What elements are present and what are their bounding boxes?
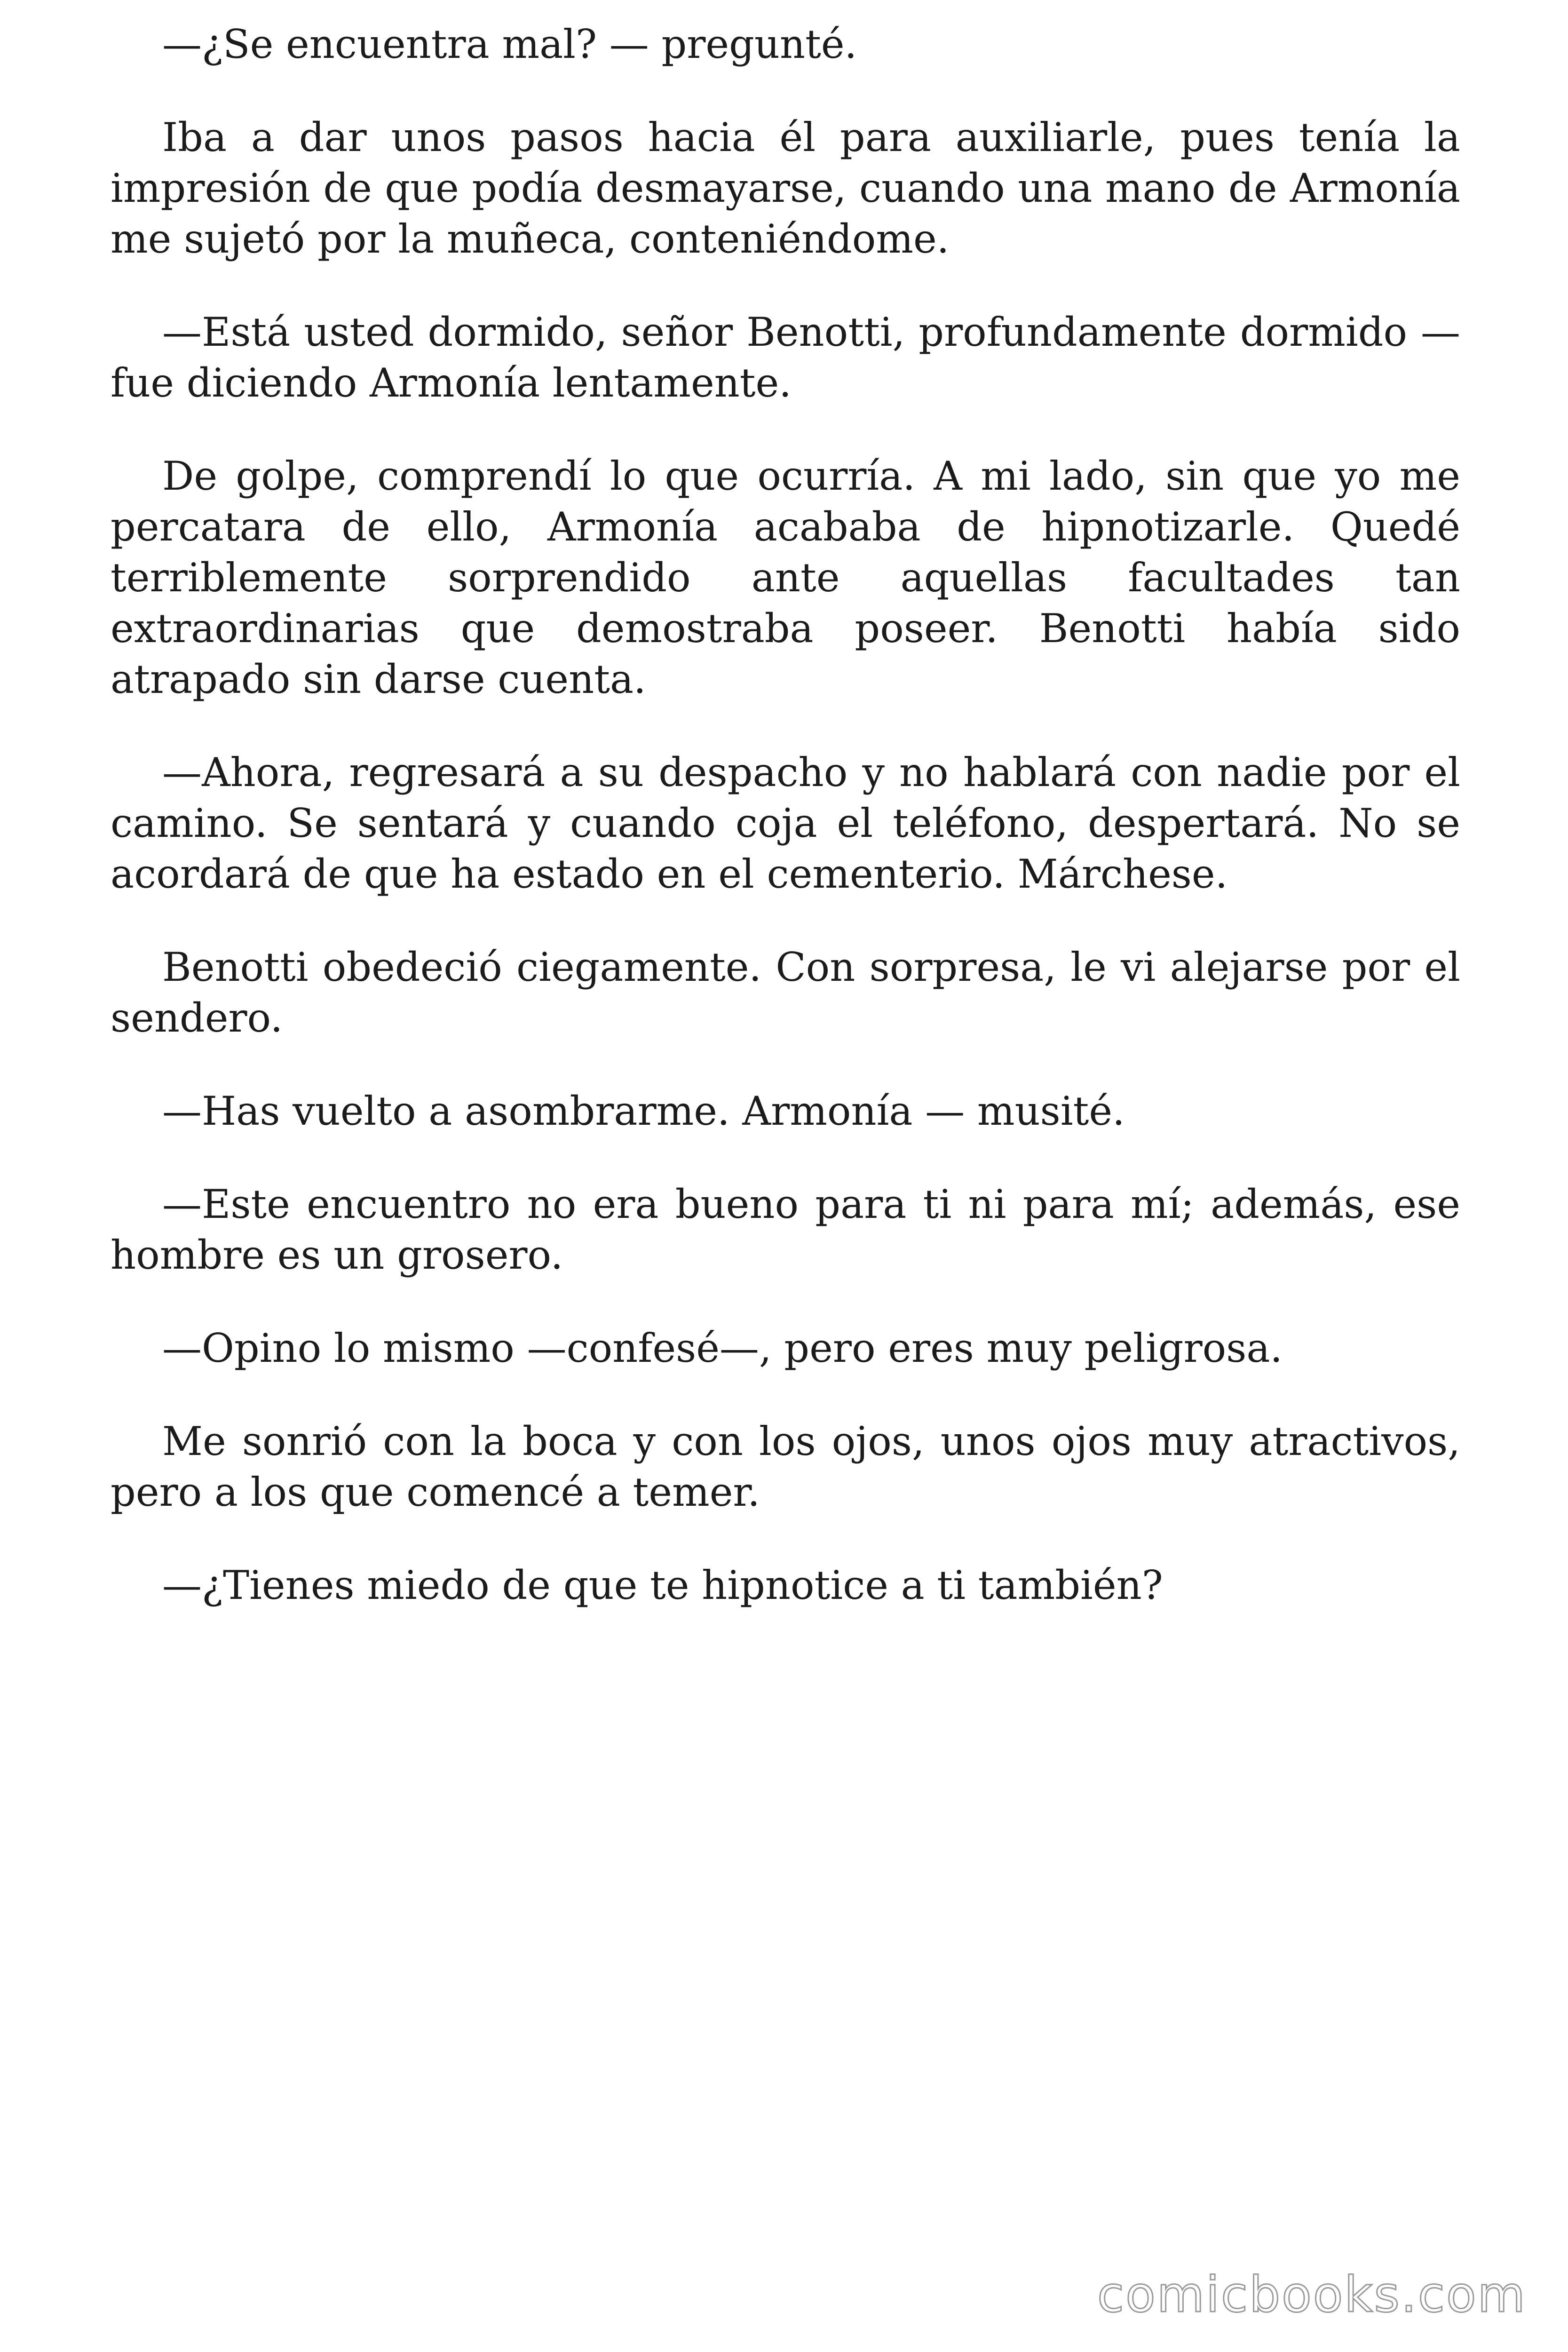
paragraph-9: —Opino lo mismo —confesé—, pero eres muy peligrosa. xyxy=(162,1325,1283,1371)
paragraph-5: —Ahora, regresará a su despacho y no hablará con nadie por el camino. Se sentará y cuando coja el teléfono, despertará. No se acordará de que ha estado en el cementerio. Márchese. xyxy=(111,749,1460,897)
paragraph-3: —Está usted dormido, señor Benotti, profundamente dormido —fue diciendo Armonía lentamente. xyxy=(111,309,1460,406)
paragraph-1: —¿Se encuentra mal? — pregunté. xyxy=(162,21,857,67)
paragraph-7: —Has vuelto a asombrarme. Armonía — musité. xyxy=(162,1088,1125,1134)
paragraph-2: Iba a dar unos pasos hacia él para auxiliarle, pues tenía la impresión de que podía desmayarse, cuando una mano de Armonía me sujetó por la muñeca, conteniéndome. xyxy=(111,114,1460,262)
paragraph-10: Me sonrió con la boca y con los ojos, unos ojos muy atractivos, pero a los que comencé a temer. xyxy=(111,1418,1460,1515)
paragraph-11: —¿Tienes miedo de que te hipnotice a ti también? xyxy=(162,1562,1163,1608)
paragraph-8: —Este encuentro no era bueno para ti ni para mí; además, ese hombre es un grosero. xyxy=(111,1181,1460,1278)
page-text xyxy=(111,19,1460,1653)
paragraph-4: De golpe, comprendí lo que ocurría. A mi lado, sin que yo me percatara de ello, Armonía acababa de hipnotizarle. Quedé terriblemente sorprendido ante aquellas facultades tan extraordinarias que demostraba poseer. Benotti había sido atrapado sin darse cuenta. xyxy=(111,453,1460,702)
watermark: comicbooks.com xyxy=(1097,2266,1527,2323)
paragraph-6: Benotti obedeció ciegamente. Con sorpresa, le vi alejarse por el sendero. xyxy=(111,944,1460,1041)
